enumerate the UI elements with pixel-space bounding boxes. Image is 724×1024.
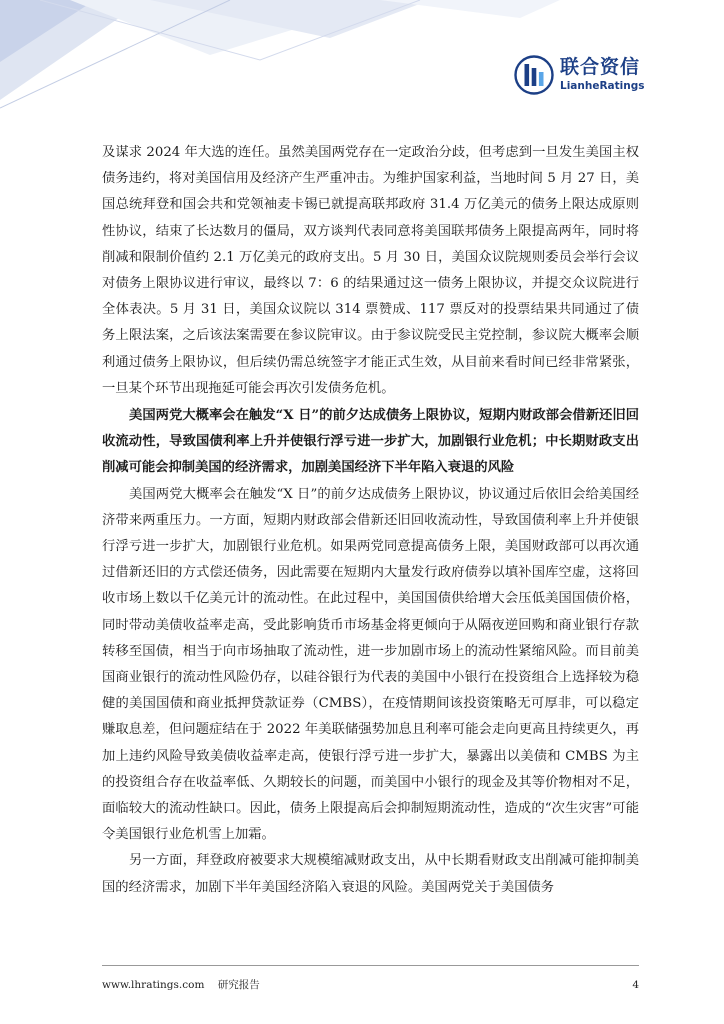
document-body: [102, 140, 639, 901]
brand-name-cn: 联合资信: [560, 56, 641, 79]
section-heading-paragraph: 美国两党大概率会在触发“X 日”的前夕达成债务上限协议，短期内财政部会借新还旧回收流动性，导致国债利率上升并使银行浮亏进一步扩大，加剧银行业危机；中长期财政支出削减可能会抑制美国的经济需求，加剧美国经济下半年陷入衰退的风险: [102, 408, 639, 476]
brand-logo: [514, 55, 644, 95]
body-paragraph-1: 及谋求 2024 年大选的连任。虽然美国两党存在一定政治分歧，但考虑到一旦发生美国主权债务违约，将对美国信用及经济产生严重冲击。为维护国家利益，当地时间 5 月 27 日，美国总统拜登和国会共和党领袖麦卡锡已就提高联邦政府 31.4 万亿美元的债务上限达成原则性协议，结束了长达数月的僵局，双方谈判代表同意将美国联邦债务上限提高两年，同时将削减和限制价值约 2.1 万亿美元的政府支出。5 月 30 日，美国众议院规则委员会举行会议对债务上限协议进行审议，最终以 7：6 的结果通过这一债务上限协议，并提交众议院进行全体表决。5 月 31 日，美国众议院以 314 票赞成、117 票反对的投票结果共同通过了债务上限法案，之后该法案需要在参议院审议。由于参议院受民主党控制，参议院大概率会顺利通过债务上限协议，但后续仍需总统签字才能正式生效，从目前来看时间已经非常紧张，一旦某个环节出现拖延可能会再次引发债务危机。: [102, 145, 639, 396]
footer-doc-type: 研究报告: [217, 979, 260, 991]
lianhe-logo-icon: [514, 55, 554, 95]
brand-name-en: LianheRatings: [560, 80, 645, 93]
body-paragraph-3: 另一方面，拜登政府被要求大规模缩减财政支出，从中长期看财政支出削减可能抑制美国的经济需求，加剧下半年美国经济陷入衰退的风险。美国两党关于美国债务: [102, 853, 639, 895]
body-paragraph-2: 美国两党大概率会在触发“X 日”的前夕达成债务上限协议，协议通过后依旧会给美国经济带来两重压力。一方面，短期内财政部会借新还旧回收流动性，导致国债利率上升并使银行浮亏进一步扩大，加剧银行业危机。如果两党同意提高债务上限，美国财政部可以再次通过借新还旧的方式偿还债务，因此需要在短期内大量发行政府债券以填补国库空虚，这将回收市场上数以千亿美元计的流动性。在此过程中，美国国债供给增大会压低美国国债价格，同时带动美债收益率走高，受此影响货币市场基金将更倾向于从隔夜逆回购和商业银行存款转移至国债，相当于向市场抽取了流动性，进一步加剧市场上的流动性紧缩风险。而目前美国商业银行的流动性风险仍存，以硅谷银行为代表的美国中小银行在投资组合上选择较为稳健的美国国债和商业抵押贷款证券（CMBS），在疫情期间该投资策略无可厚非，可以稳定赚取息差，但问题症结在于 2022 年美联储强势加息且利率可能会走向更高且持续更久，再加上违约风险导致美债收益率走高，使银行浮亏进一步扩大，暴露出以美债和 CMBS 为主的投资组合存在收益率低、久期较长的问题，而美国中小银行的现金及其等价物相对不足，面临较大的流动性缺口。因此，债务上限提高后会抑制短期流动性，造成的“次生灾害”可能令美国银行业危机雪上加霜。: [102, 486, 639, 843]
footer-website-link[interactable]: www.lhratings.com: [102, 979, 205, 991]
page-number: 4: [632, 978, 639, 991]
page-footer: [102, 965, 639, 992]
footer-left: [102, 977, 260, 992]
